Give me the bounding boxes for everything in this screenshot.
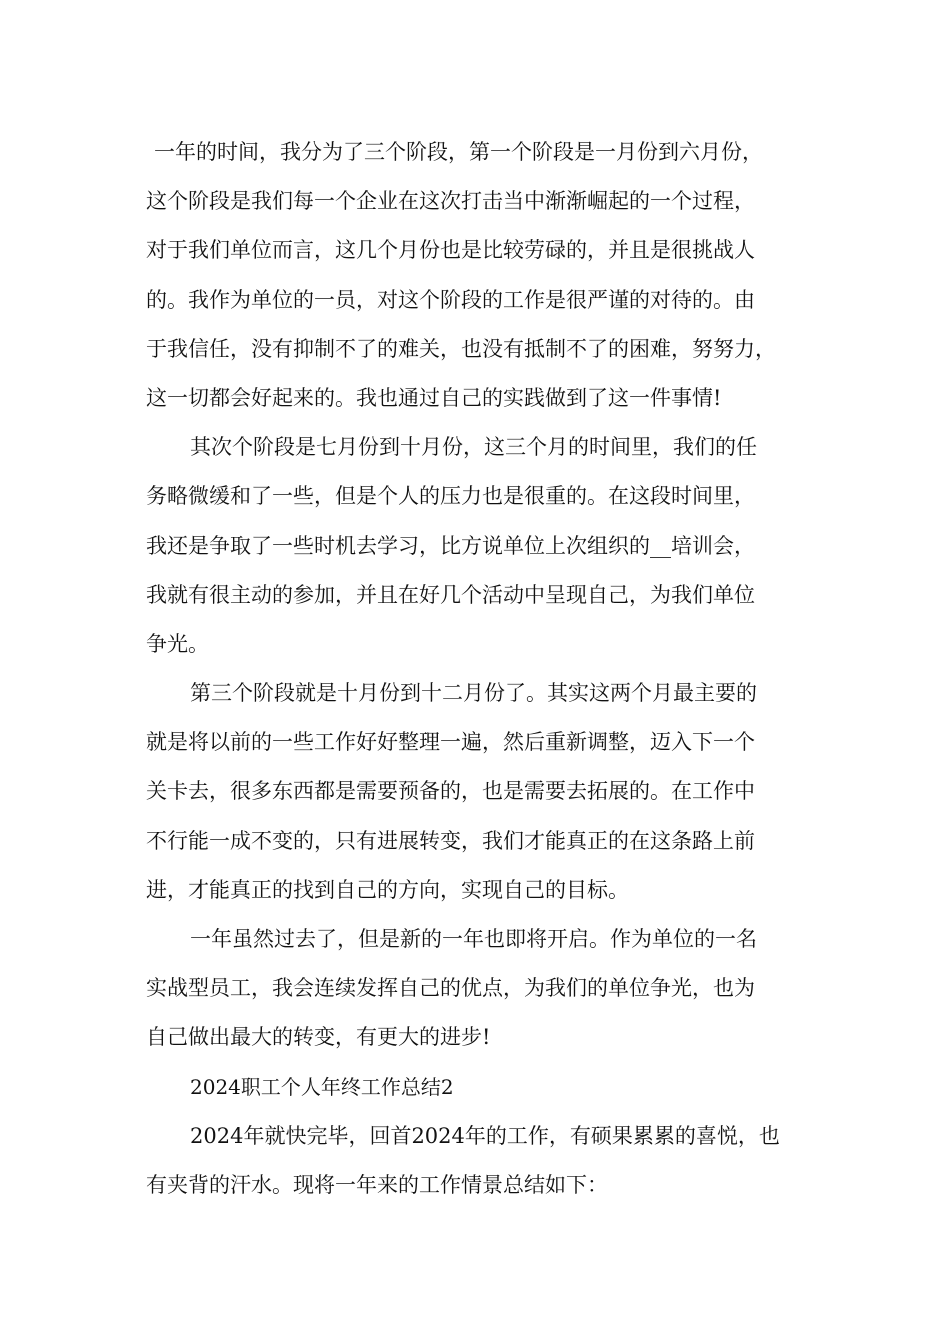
text-line: 不行能一成不变的，只有进展转变，我们才能真正的在这条路上前	[146, 828, 755, 853]
text-line: 我就有很主动的参加，并且在好几个活动中呈现自己，为我们单位	[146, 582, 755, 607]
section-heading: 2024职工个人年终工作总结2	[190, 1074, 454, 1099]
text-line: 于我信任，没有抑制不了的难关，也没有抵制不了的困难，努努力，	[146, 336, 776, 361]
text-line: 这个阶段是我们每一个企业在这次打击当中渐渐崛起的一个过程，	[146, 189, 755, 214]
text-line: 有夹背的汗水。现将一年来的工作情景总结如下：	[146, 1172, 608, 1197]
text-line: 一年的时间，我分为了三个阶段，第一个阶段是一月份到六月份，	[154, 140, 763, 164]
text-line: 进，才能真正的找到自己的方向，实现自己的目标。	[146, 877, 629, 902]
paragraph-first-line: 第三个阶段就是十月份到十二月份了。其实这两个月最主要的	[190, 681, 757, 706]
text-line: 我还是争取了一些时机去学习，比方说单位上次组织的__培训会，	[146, 533, 755, 558]
paragraph-first-line: 2024年就快完毕，回首2024年的工作，有硕果累累的喜悦，也	[190, 1123, 780, 1148]
text-line: 关卡去，很多东西都是需要预备的，也是需要去拓展的。在工作中	[146, 779, 755, 804]
document-body	[0, 128, 950, 1210]
paragraph-first-line: 其次个阶段是七月份到十月份，这三个月的时间里，我们的任	[190, 435, 757, 460]
text-line: 的。我作为单位的一员，对这个阶段的工作是很严谨的对待的。由	[146, 287, 755, 312]
paragraph-first-line: 一年虽然过去了，但是新的一年也即将开启。作为单位的一名	[190, 927, 757, 951]
text-line: 务略微缓和了一些，但是个人的压力也是很重的。在这段时间里，	[146, 484, 755, 509]
text-line: 就是将以前的一些工作好好整理一遍，然后重新调整，迈入下一个	[146, 730, 755, 755]
text-line: 争光。	[146, 631, 209, 656]
text-line: 这一切都会好起来的。我也通过自己的实践做到了这一件事情!	[146, 385, 722, 410]
text-line: 实战型员工，我会连续发挥自己的优点，为我们的单位争光，也为	[146, 976, 755, 1001]
text-line: 自己做出最大的转变，有更大的进步!	[146, 1025, 491, 1050]
text-line: 对于我们单位而言，这几个月份也是比较劳碌的，并且是很挑战人	[146, 238, 755, 263]
